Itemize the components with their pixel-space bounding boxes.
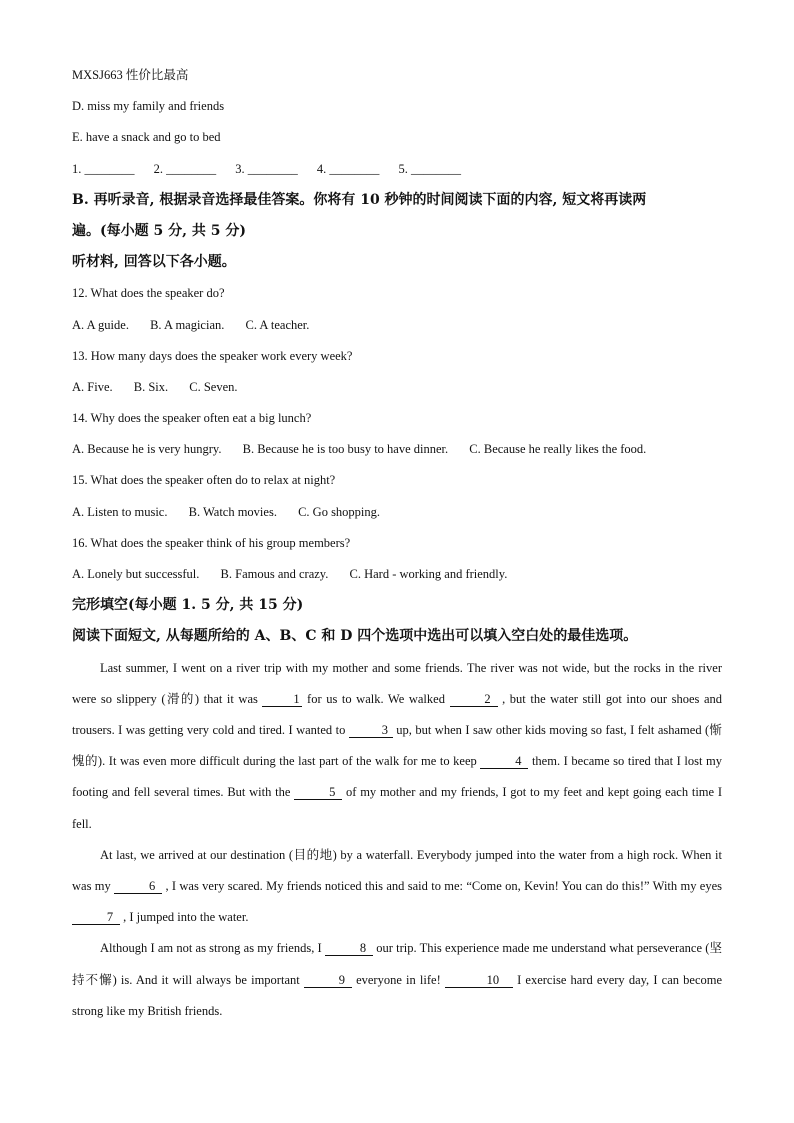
option: C. Hard - working and friendly. (349, 567, 508, 581)
cloze-blank-4: 4 (480, 754, 528, 769)
answer-blank: 5. ________ (398, 161, 461, 176)
option: A. A guide. (72, 317, 129, 332)
option: C. Seven. (189, 379, 238, 394)
answer-blank: 4. ________ (316, 161, 380, 176)
cloze-blank-10: 10 (445, 973, 513, 988)
passage-text: , I was very scared. My friends noticed this and said to me: “Come on, Kevin! You can do this!” With my eyes (165, 878, 723, 893)
option: A. Five. (72, 379, 113, 394)
section-b-instruction-cont: 遍。(每小题 5 分, 共 5 分) (72, 222, 246, 239)
option: C. A teacher. (245, 317, 310, 332)
question-stem: 12. What does the speaker do? (72, 286, 225, 301)
option: B. Watch movies. (188, 504, 277, 519)
passage-text: I exercise hard every day, I can become strong like my British friends. (72, 972, 723, 1018)
cloze-blank-6: 6 (114, 879, 162, 894)
cloze-blank-9: 9 (304, 973, 352, 988)
passage-text: them. I became so tired that I lost my footing and fell several times. But with the (72, 754, 723, 800)
passage-text: our trip. This experience made me understand what perseverance (坚持不懈) is. And it will always be important (72, 941, 722, 987)
cloze-blank-2: 2 (450, 692, 498, 707)
answer-blanks-row (72, 154, 722, 185)
passage-text: , but the water still got into our shoes and trousers. I was getting very cold and tired. I wanted to (72, 691, 723, 737)
cloze-paragraph-2 (72, 840, 722, 934)
section-b-subinstruction: 听材料, 回答以下各小题。 (72, 254, 236, 271)
option: A. Listen to music. (72, 504, 168, 519)
question-options (72, 372, 722, 403)
option: B. Famous and crazy. (220, 567, 329, 581)
answer-blank: 2. ________ (153, 161, 217, 176)
option: C. Because he really likes the food. (469, 442, 647, 457)
question-stem: 14. Why does the speaker often eat a big lunch? (72, 411, 312, 426)
question-options (72, 434, 722, 465)
passage-text: At last, we arrived at our destination (目的地) by a waterfall. Everybody jumped into the water from a high rock. When it was my (72, 847, 722, 893)
cloze-blank-8: 8 (325, 941, 373, 956)
answer-blank: 3. ________ (235, 161, 298, 176)
option: A. Because he is very hungry. (72, 442, 222, 457)
option: C. Go shopping. (298, 504, 381, 519)
cloze-instruction: 阅读下面短文, 从每题所给的 A、B、C 和 D 四个选项中选出可以填入空白处的最佳选项。 (72, 628, 638, 645)
option-d: D. miss my family and friends (72, 99, 225, 114)
cloze-blank-1: 1 (262, 692, 302, 707)
option-e: E. have a snack and go to bed (72, 130, 221, 145)
answer-blank: 1. ________ (72, 161, 135, 176)
cloze-title: 完形填空(每小题 1. 5 分, 共 15 分) (72, 597, 304, 614)
header-line: MXSJ663 性价比最高 (72, 68, 189, 82)
question-options (72, 310, 722, 341)
cloze-paragraph-1 (72, 653, 722, 840)
option: B. A magician. (150, 317, 225, 332)
question-stem: 16. What does the speaker think of his group members? (72, 535, 351, 550)
cloze-paragraph-3 (72, 933, 722, 1027)
passage-text: Last summer, I went on a river trip with my mother and some friends. The river was not wide, but the rocks in the river were so slippery (滑的) that it was (72, 660, 722, 706)
cloze-blank-5: 5 (294, 785, 342, 800)
passage-text: everyone in life! (356, 972, 441, 987)
option: B. Six. (133, 379, 169, 394)
passage-text: , I jumped into the water. (123, 910, 249, 925)
passage-text: of my mother and my friends, I got to my feet and kept going each time I fell. (72, 785, 723, 831)
question-stem: 13. How many days does the speaker work every week? (72, 348, 353, 363)
option: A. Lonely but successful. (72, 567, 200, 581)
passage-text: for us to walk. We walked (307, 691, 445, 706)
question-options (72, 559, 722, 590)
passage-text: up, but when I saw other kids moving so fast, I felt ashamed (惭愧的). It was even more difficult during the last part of the walk for me to keep (72, 722, 723, 769)
cloze-blank-7: 7 (72, 910, 120, 925)
option: B. Because he is too busy to have dinner. (242, 442, 449, 457)
question-stem: 15. What does the speaker often do to relax at night? (72, 473, 336, 488)
passage-text: Although I am not as strong as my friends, I (100, 941, 322, 956)
section-b-instruction: B. 再听录音, 根据录音选择最佳答案。你将有 10 秒钟的时间阅读下面的内容, 短文将再读两 (72, 191, 647, 208)
question-options (72, 497, 722, 528)
document-page (72, 60, 722, 1027)
cloze-blank-3: 3 (349, 723, 393, 738)
